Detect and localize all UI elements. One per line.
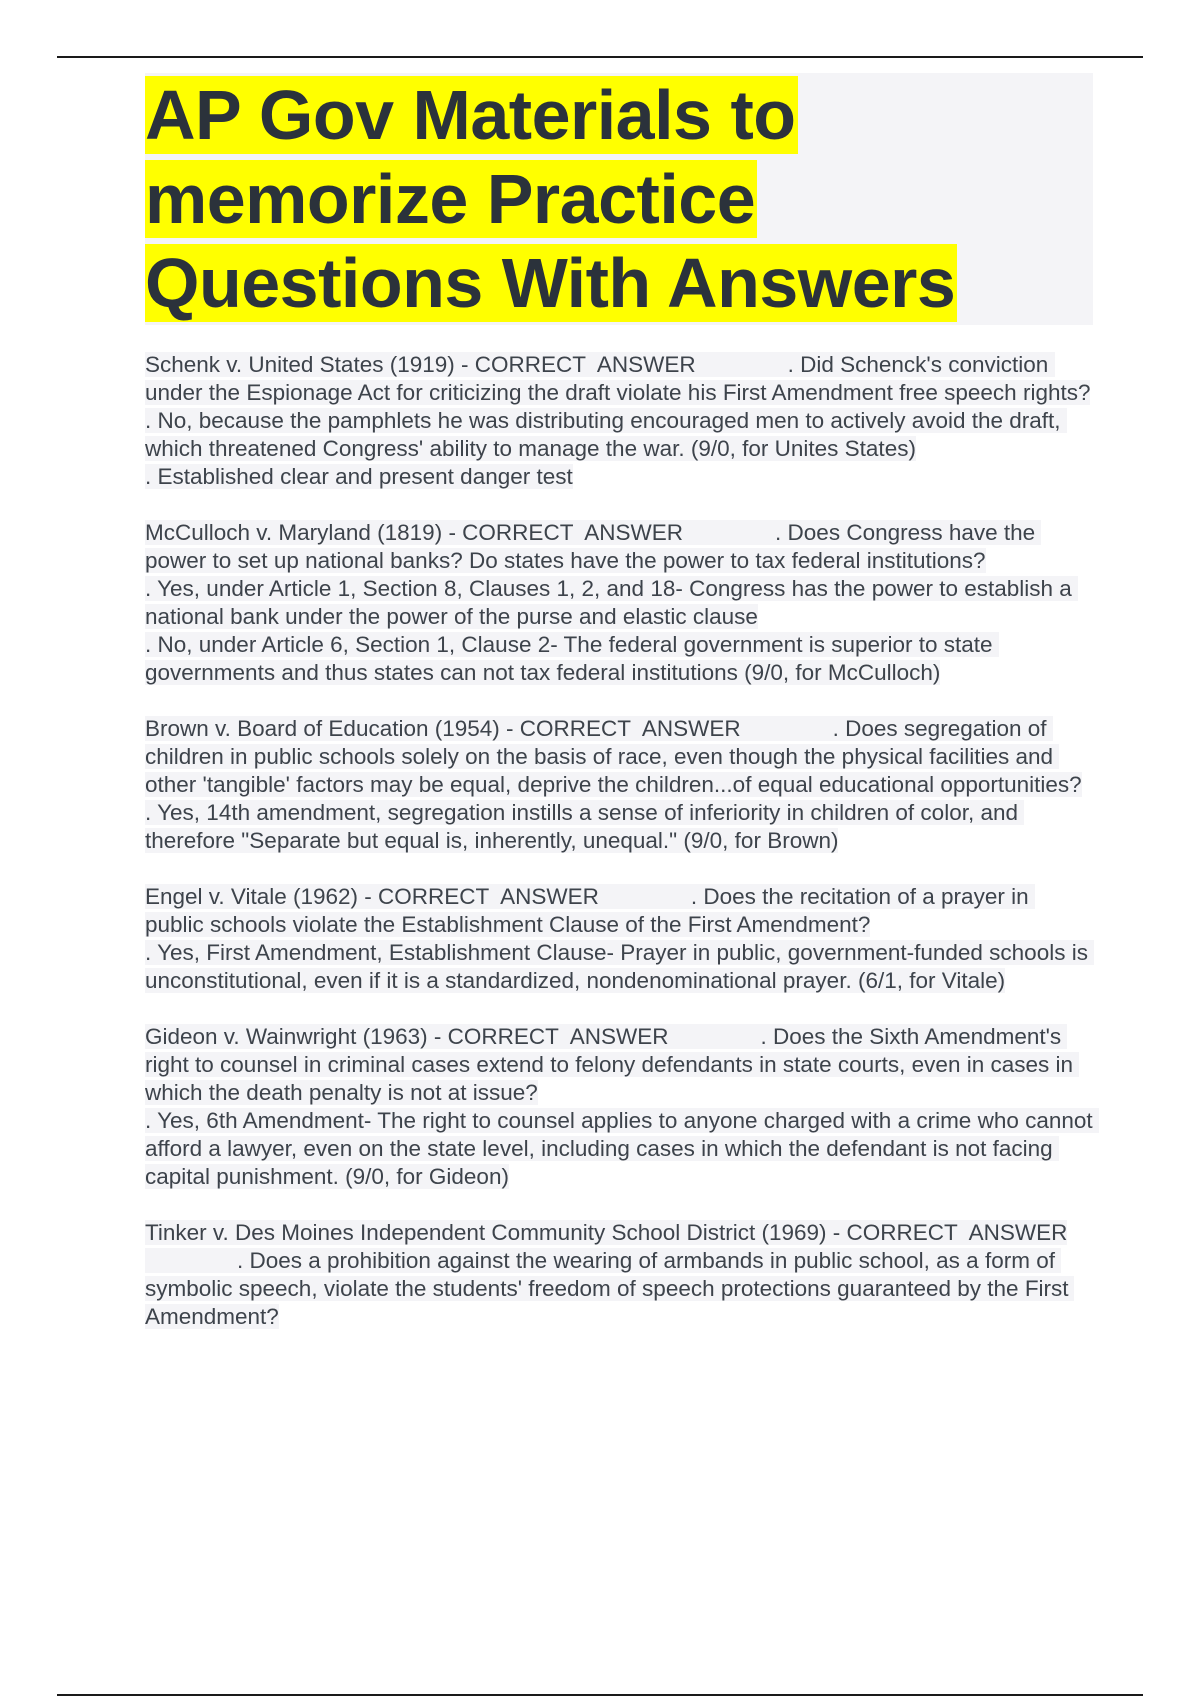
- document-title: [145, 73, 1093, 325]
- title-block: [145, 73, 1093, 325]
- case-heading: Tinker v. Des Moines Independent Community School District (1969) - CORRECT ANSWER: [145, 1220, 1068, 1245]
- question-text: . Did Schenck's conviction under the Espionage Act for criticizing the draft violate his First Amendment free speech rights?: [145, 352, 1091, 405]
- entries-list: [145, 351, 1099, 1331]
- entry-mcculloch: [145, 519, 1093, 687]
- entry-schenk: [145, 351, 1093, 491]
- question-text: . Does Congress have the power to set up national banks? Do states have the power to tax federal institutions?: [145, 520, 1042, 573]
- question-text: . Does segregation of children in public schools solely on the basis of race, even though the physical facilities and other 'tangible' factors may be equal, deprive the children...of equal educational opportunities?: [145, 716, 1082, 797]
- answer-text: . No, under Article 6, Section 1, Clause 2- The federal government is superior to state governments and thus states can not tax federal institutions (9/0, for McCulloch): [145, 632, 999, 685]
- entry-engel: [145, 883, 1093, 995]
- title-highlight: AP Gov Materials to memorize Practice Questions With Answers: [145, 76, 956, 322]
- answer-text: . No, because the pamphlets he was distributing encouraged men to actively avoid the draft, which threatened Congress' ability to manage the war. (9/0, for Unites States): [145, 408, 1067, 461]
- entry-brown: [145, 715, 1093, 855]
- case-heading: McCulloch v. Maryland (1819) - CORRECT ANSWER: [145, 520, 684, 545]
- case-heading: Gideon v. Wainwright (1963) - CORRECT ANSWER: [145, 1024, 669, 1049]
- question-text: . Does a prohibition against the wearing of armbands in public school, as a form of symbolic speech, violate the students' freedom of speech protections guaranteed by the First Amendment?: [145, 1248, 1074, 1329]
- answer-text: . Yes, 14th amendment, segregation instills a sense of inferiority in children of color, and therefore "Separate but equal is, inherently, unequal." (9/0, for Brown): [145, 800, 1025, 853]
- bottom-rule: [57, 1694, 1143, 1696]
- top-rule: [57, 56, 1143, 58]
- answer-text: . Established clear and present danger test: [145, 464, 573, 489]
- entry-tinker: [145, 1219, 1093, 1331]
- case-heading: Brown v. Board of Education (1954) - CORRECT ANSWER: [145, 716, 741, 741]
- case-heading: Schenk v. United States (1919) - CORRECT ANSWER: [145, 352, 696, 377]
- document-page: [145, 73, 1099, 1359]
- answer-text: . Yes, First Amendment, Establishment Clause- Prayer in public, government-funded schools is unconstitutional, even if it is a standardized, nondenominational prayer. (6/1, for Vitale): [145, 940, 1095, 993]
- answer-text: . Yes, 6th Amendment- The right to counsel applies to anyone charged with a crime who cannot afford a lawyer, even on the state level, including cases in which the defendant is not facing capital punishment. (9/0, for Gideon): [145, 1108, 1099, 1189]
- question-text: . Does the Sixth Amendment's right to counsel in criminal cases extend to felony defendants in state courts, even in cases in which the death penalty is not at issue?: [145, 1024, 1080, 1105]
- case-heading: Engel v. Vitale (1962) - CORRECT ANSWER: [145, 884, 599, 909]
- entry-gideon: [145, 1023, 1099, 1191]
- question-text: . Does the recitation of a prayer in public schools violate the Establishment Clause of the First Amendment?: [145, 884, 1035, 937]
- answer-text: . Yes, under Article 1, Section 8, Clauses 1, 2, and 18- Congress has the power to establish a national bank under the power of the purse and elastic clause: [145, 576, 1079, 629]
